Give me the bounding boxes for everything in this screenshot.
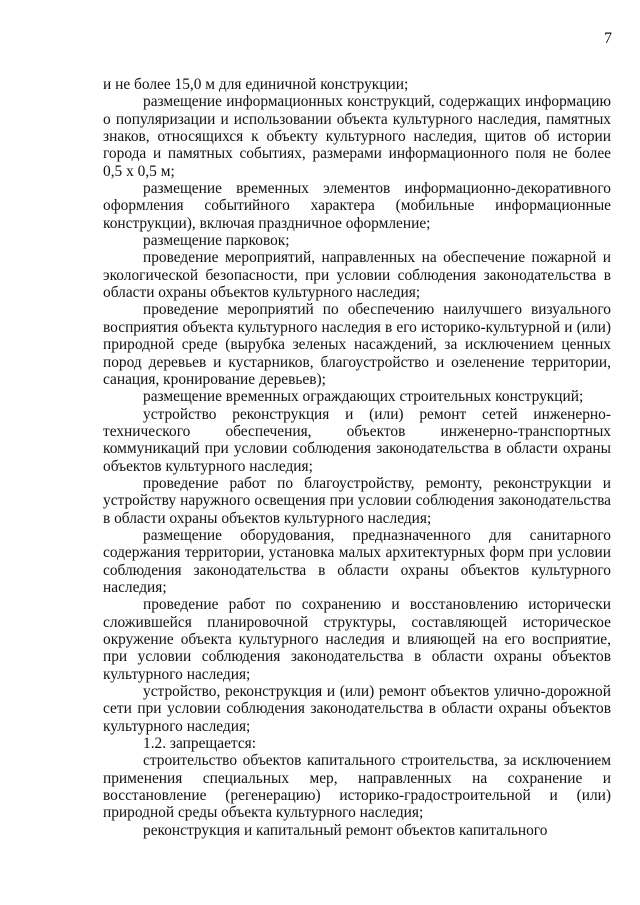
paragraph: размещение парковок;	[143, 232, 290, 250]
paragraph: реконструкция и капитальный ремонт объектов капитального	[143, 821, 548, 839]
paragraph: и не более 15,0 м для единичной конструкции;	[103, 76, 409, 93]
paragraph: проведение работ по благоустройству, ремонту, реконструкции и устройству наружного освещения при условии соблюдения законодательства в области охраны объектов культурного наследия;	[103, 474, 611, 527]
paragraph: устройство реконструкция и (или) ремонт сетей инженерно-технического обеспечения, объектов инженерно-транспортных коммуникаций при условии соблюдения законодательства в области охраны объектов культурного наследия;	[103, 405, 611, 475]
paragraph: проведение мероприятий по обеспечению наилучшего визуального восприятия объекта культурного наследия в его историко-культурной и (или) природной среде (вырубка зеленых насаждений, за исключением ценных пород деревьев и кустарников, благоустройство и озеленение территории, санация, кронирование деревьев);	[103, 301, 611, 388]
paragraph: устройство, реконструкция и (или) ремонт объектов улично-дорожной сети при условии соблюдения законодательства в области охраны объектов культурного наследия;	[103, 683, 611, 735]
paragraph: проведение мероприятий, направленных на обеспечение пожарной и экологической безопасности, при условии соблюдения законодательства в области охраны объектов культурного наследия;	[103, 249, 611, 302]
paragraph: размещение информационных конструкций, содержащих информацию о популяризации и использовании объекта культурного наследия, памятных знаков, относящихся к объекту культурного наследия, щитов об истории города и памятных событиях, размерами информационного поля не более 0,5 х 0,5 м;	[103, 93, 611, 180]
document-body	[103, 76, 611, 839]
paragraph: размещение временных ограждающих строительных конструкций;	[143, 388, 584, 406]
paragraph: размещение временных элементов информационно-декоративного оформления событийного характера (мобильные информационные конструкции), включая праздничное оформление;	[103, 180, 611, 232]
paragraph: проведение работ по сохранению и восстановлению исторически сложившейся планировочной структуры, составляющей историческое окружение объекта культурного наследия и влияющей на его восприятие, при условии соблюдения законодательства в области охраны объектов культурного наследия;	[103, 596, 611, 683]
paragraph: размещение оборудования, предназначенного для санитарного содержания территории, установка малых архитектурных форм при условии соблюдения законодательства в области охраны объектов культурного наследия;	[103, 526, 611, 596]
paragraph: строительство объектов капитального строительства, за исключением применения специальных мер, направленных на сохранение и восстановление (регенерацию) историко-градостроительной и (или) природной среды объекта культурного наследия;	[103, 752, 611, 822]
section-heading: 1.2. запрещается:	[143, 735, 257, 753]
page-number: 7	[604, 30, 612, 47]
